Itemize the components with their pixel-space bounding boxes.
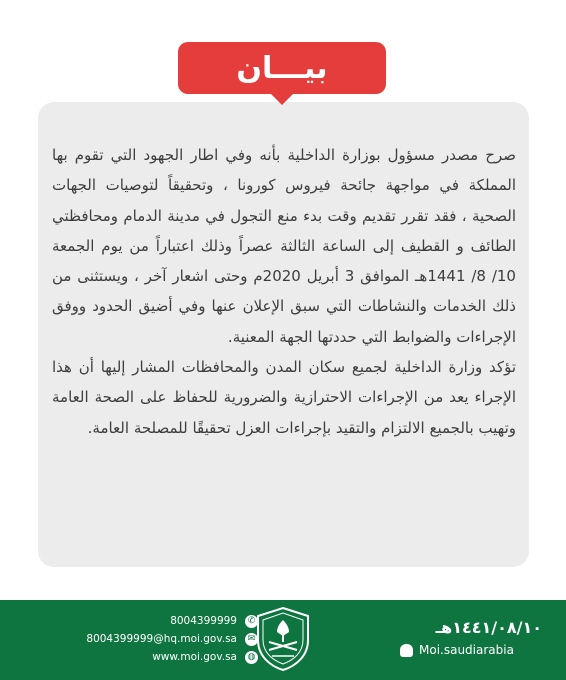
- phone-icon: ✆: [245, 615, 258, 628]
- snapchat-handle: Moi.saudiarabia: [419, 643, 514, 657]
- ministry-emblem: [254, 606, 312, 672]
- statement-title: بيـــان: [236, 50, 328, 86]
- statement-title-banner: [178, 42, 386, 94]
- website-url: www.moi.gov.sa: [152, 651, 237, 663]
- email-icon: ✉: [245, 633, 258, 646]
- hijri-date: ١٤٤١/٠٨/١٠هـ: [435, 618, 542, 637]
- footer-info: [400, 618, 542, 657]
- contact-list: [28, 612, 258, 666]
- snapchat-icon: [400, 644, 413, 657]
- statement-paragraph-1: صرح مصدر مسؤول بوزارة الداخلية بأنه وفي اطار الجهود التي تقوم بها المملكة في مواجهة جائحة فيروس كورونا ، وتحقيقاً لتوصيات الجهات الصحية ، فقد تقرر تقديم وقت بدء منع التجول في مدينة الدمام ومحافظتي الطائف و القطيف إلى الساعة الثالثة عصراً وذلك اعتباراً من يوم الجمعة 10/ 8/ 1441هـ الموافق 3 أبريل 2020م وحتى اشعار آخر ، ويستثنى من ذلك الخدمات والنشاطات التي سبق الإعلان عنها وفي أضيق الحدود ووفق الإجراءات والضوابط التي حددتها الجهة المعنية.: [52, 146, 516, 346]
- contact-phone[interactable]: [28, 612, 258, 630]
- snapchat-handle-row[interactable]: [400, 643, 542, 657]
- globe-icon: ◍: [245, 651, 258, 664]
- contact-email[interactable]: [28, 630, 258, 648]
- statement-body: [52, 140, 516, 443]
- phone-number: 8004399999: [170, 615, 237, 627]
- email-address: 8004399999@hq.moi.gov.sa: [86, 633, 237, 645]
- statement-paragraph-2: تؤكد وزارة الداخلية لجميع سكان المدن والمحافظات المشار إليها أن هذا الإجراء يعد من الإجراءات الاحترازية والضرورية للحفاظ على الصحة العامة وتهيب بالجميع الالتزام والتقيد بإجراءات العزل تحقيقًا للمصلحة العامة.: [52, 358, 516, 437]
- contact-website[interactable]: [28, 648, 258, 666]
